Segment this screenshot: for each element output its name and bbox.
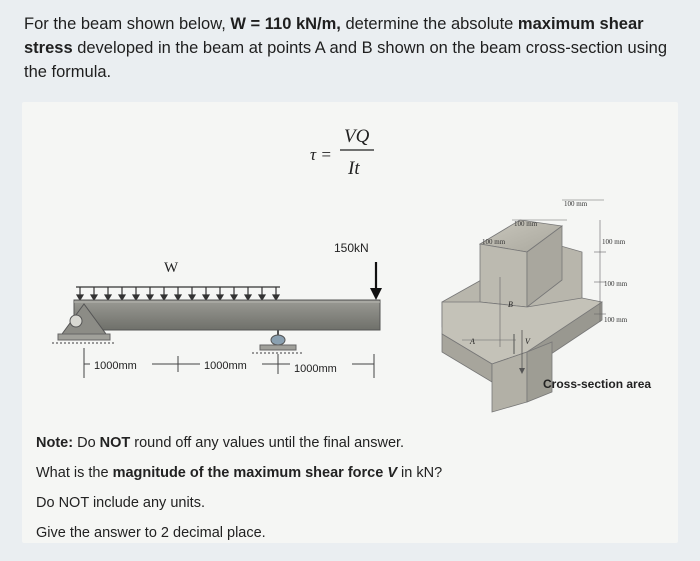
note-text-1: Do — [73, 435, 100, 451]
shear-v-label: V — [525, 337, 530, 346]
distributed-load-label: W — [164, 260, 179, 276]
units-instruction: Do NOT include any units. — [36, 495, 205, 511]
beam — [74, 300, 380, 330]
point-load-arrow — [370, 262, 382, 300]
span-1-label: 1000mm — [94, 360, 137, 372]
question-v: V — [387, 465, 397, 481]
cross-section-caption: Cross-section area — [543, 377, 652, 391]
cross-section-dim-right-1: 100 mm — [602, 238, 626, 246]
note-line — [36, 428, 656, 458]
formula-numerator: VQ — [344, 126, 370, 147]
cross-section-dim-right-3: 100 mm — [604, 316, 628, 324]
question-part3: developed in the beam at points A and B shown on the beam cross-section using the formula. — [24, 39, 668, 81]
note-text-2: round off any values until the final answer. — [130, 435, 405, 451]
beam-diagram — [22, 102, 678, 432]
span-3-label: 1000mm — [294, 363, 337, 375]
question-part1: For the beam shown below, — [24, 15, 231, 33]
question-part2: determine the absolute — [340, 15, 518, 33]
shear-formula — [310, 126, 374, 179]
question-bold: magnitude of the maximum shear force — [112, 465, 388, 481]
point-a-label: A — [470, 337, 475, 346]
question-text — [24, 12, 684, 84]
point-b-label: B — [508, 300, 513, 309]
formula-tau: τ = — [310, 145, 332, 164]
notes-block — [36, 428, 656, 548]
note-prefix: Note: — [36, 435, 74, 451]
distributed-load-value: W = 110 kN/m, — [230, 15, 341, 33]
question-end: in kN? — [397, 465, 443, 481]
distributed-load-arrows — [76, 287, 280, 300]
note-not: NOT — [99, 435, 131, 451]
max-shear-stress-phrase: maximum shear stress — [24, 15, 644, 57]
cross-section-dim-right-2: 100 mm — [604, 280, 628, 288]
roller-support-middle — [252, 330, 304, 353]
question-line — [36, 458, 656, 488]
cross-section-dim-top-1: 100 mm — [514, 220, 538, 228]
point-load-label: 150kN — [334, 241, 369, 255]
formula-denominator: It — [348, 158, 360, 179]
question-start: What is the — [36, 465, 113, 481]
cross-section-dim-top-2: 100 mm — [564, 200, 588, 208]
span-2-label: 1000mm — [204, 360, 247, 372]
decimals-instruction: Give the answer to 2 decimal place. — [36, 525, 266, 541]
cross-section-dim-left: 100 mm — [482, 238, 506, 246]
